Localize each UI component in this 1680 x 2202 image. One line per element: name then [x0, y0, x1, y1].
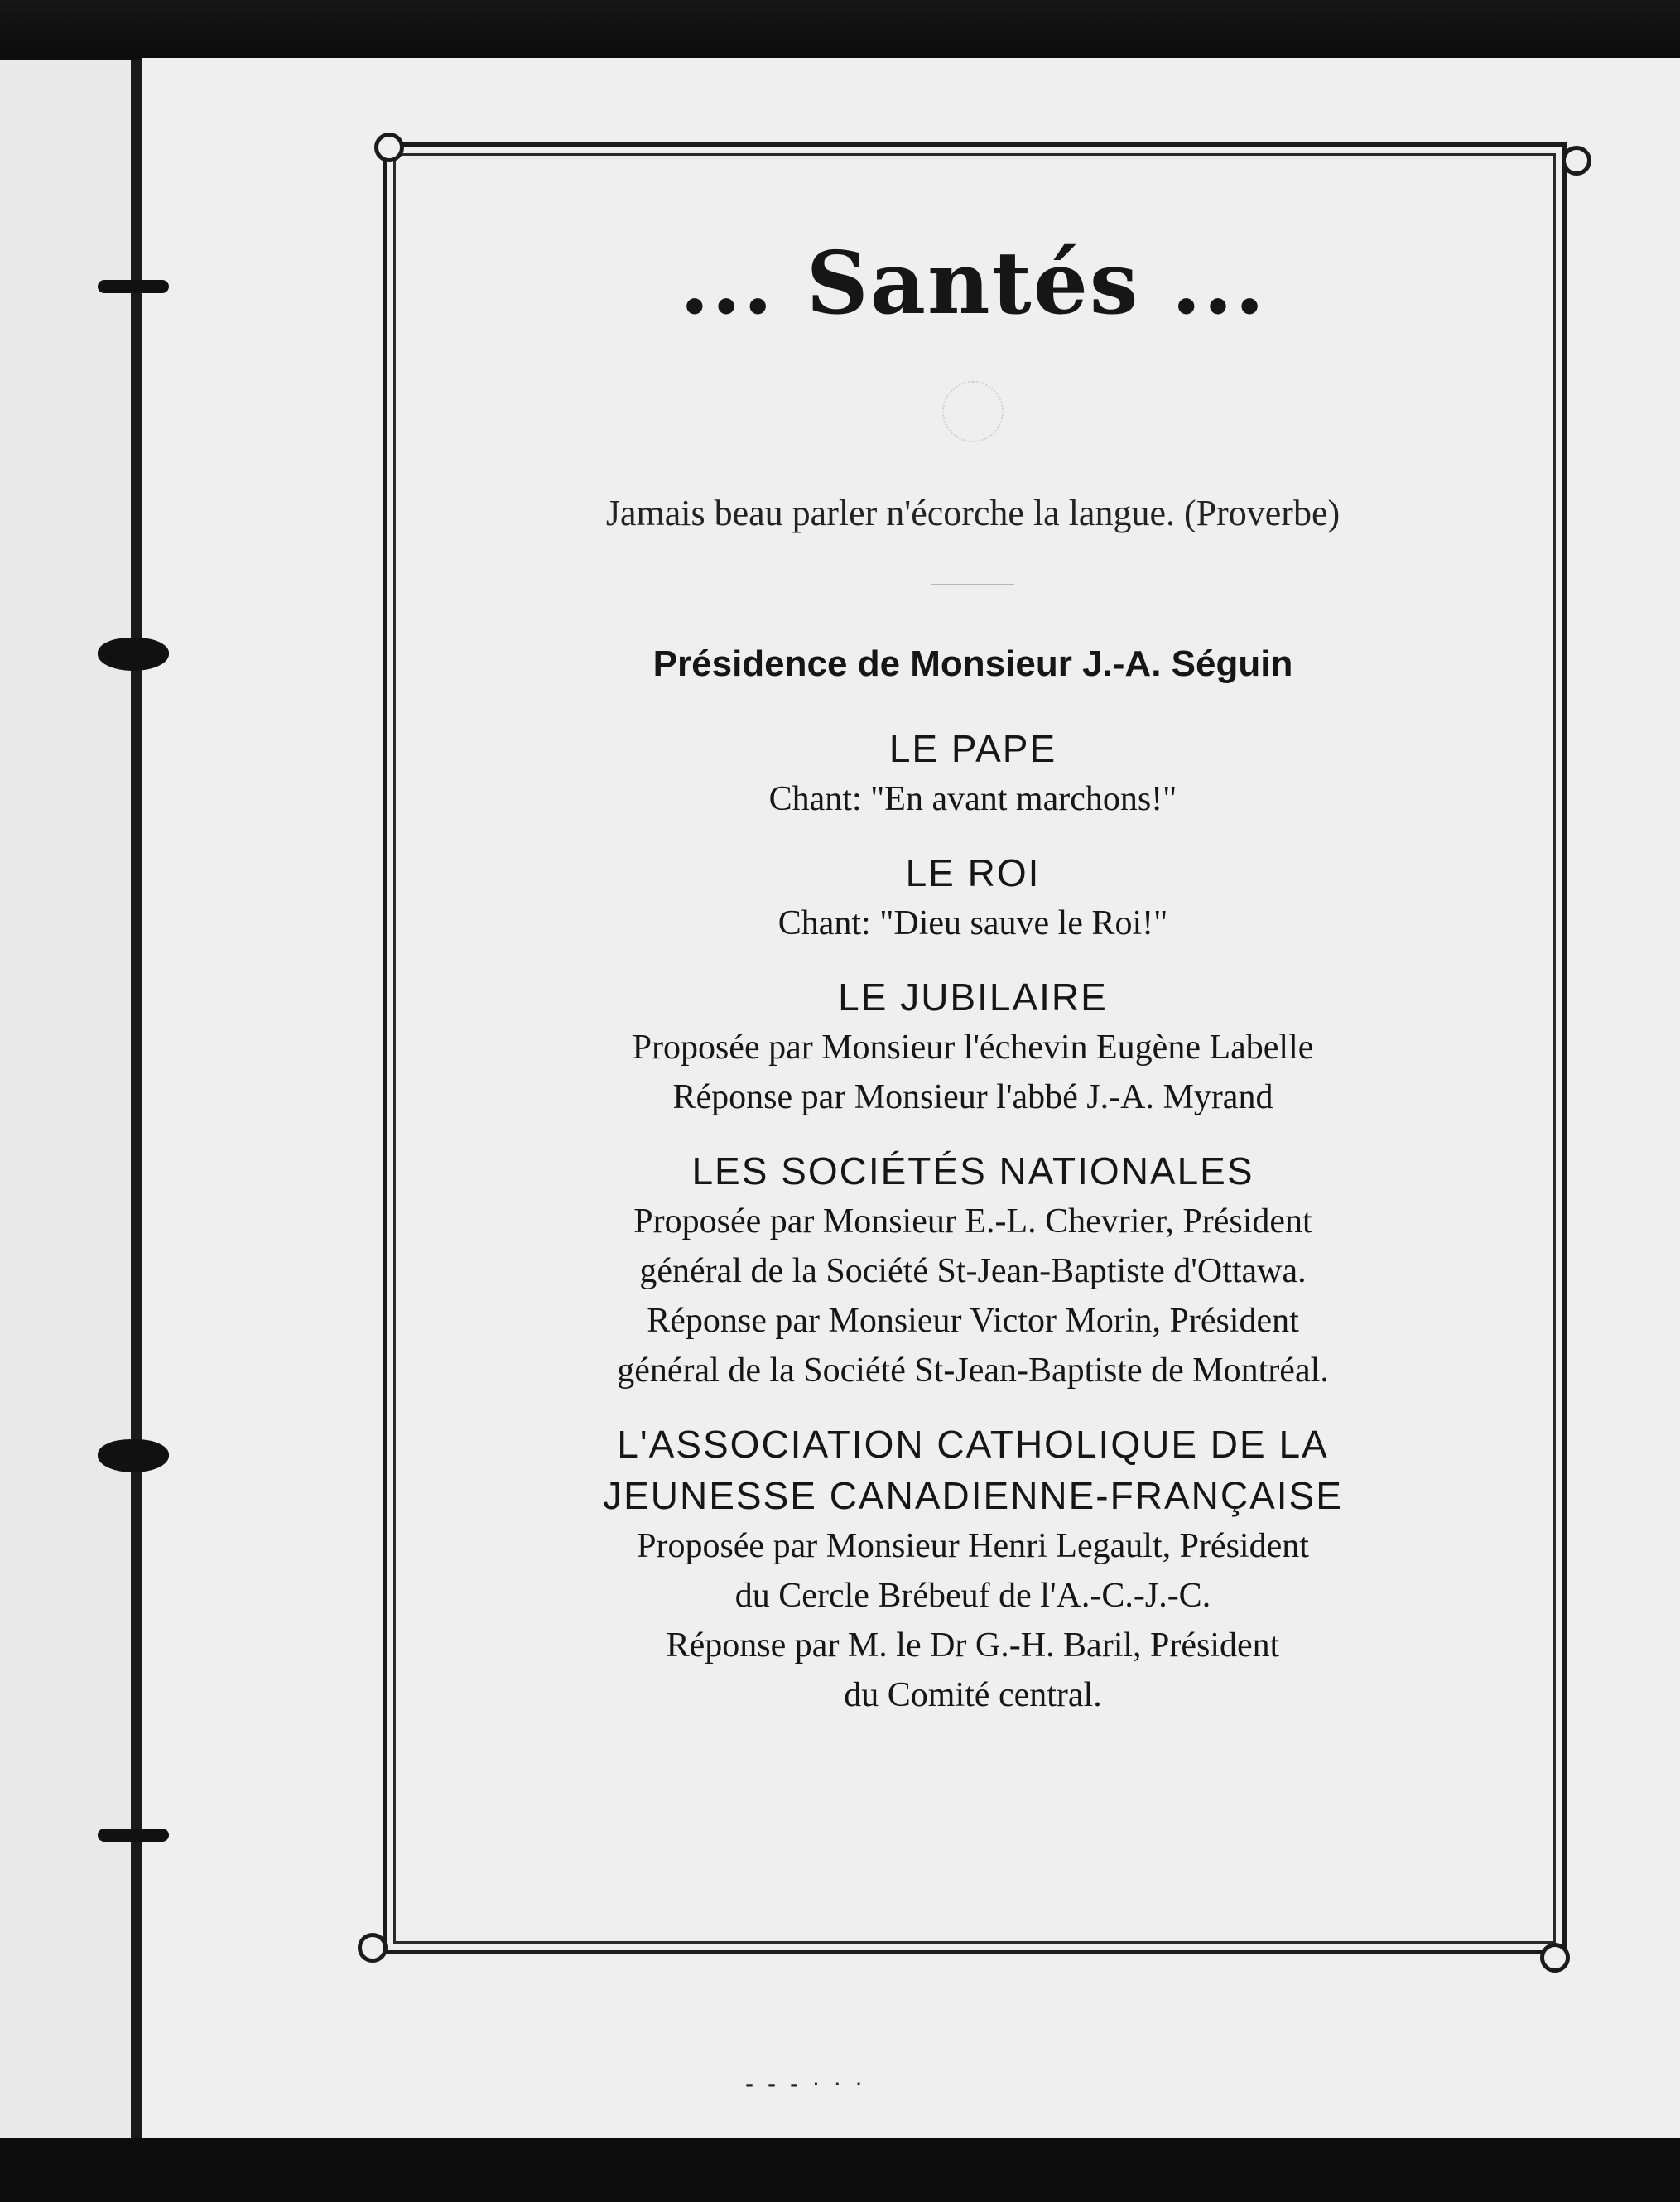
scan-bottom-edge	[0, 2138, 1680, 2202]
toast-line: Chant: "En avant marchons!"	[768, 780, 1177, 818]
binding-stitch	[98, 1439, 169, 1472]
toast-list	[464, 199, 1482, 1720]
footer-marks: - - - · · ·	[745, 2070, 866, 2098]
border-corner-ornament	[1562, 146, 1591, 176]
border-corner-ornament	[358, 1933, 388, 1963]
toast-line: Réponse par M. le Dr G.-H. Baril, Président	[666, 1626, 1280, 1665]
toast-heading: LE JUBILAIRE	[838, 976, 1108, 1019]
toast-line: général de la Société St-Jean-Baptiste d'Ottawa.	[639, 1252, 1307, 1290]
faint-ornament	[942, 381, 1004, 442]
toast-heading-continued: JEUNESSE CANADIENNE-FRANÇAISE	[603, 1474, 1343, 1517]
toast-heading: LE PAPE	[888, 727, 1057, 770]
page-title: ... Santés ...	[679, 232, 1267, 334]
toast-line: du Comité central.	[844, 1676, 1102, 1714]
scan-top-edge	[0, 0, 1680, 58]
border-corner-ornament	[1540, 1943, 1570, 1973]
binding-spine	[131, 60, 142, 2138]
toast-line: Réponse par Monsieur Victor Morin, Président	[647, 1302, 1299, 1340]
toast-line: Proposée par Monsieur l'échevin Eugène Labelle	[632, 1029, 1314, 1067]
toast-section	[464, 1145, 1482, 1395]
toast-line: général de la Société St-Jean-Baptiste de Montréal.	[617, 1352, 1329, 1390]
left-page-edge	[0, 60, 137, 2138]
proverb: Jamais beau parler n'écorche la langue. (Proverbe)	[605, 493, 1341, 533]
toast-line: Proposée par Monsieur Henri Legault, Président	[637, 1527, 1309, 1565]
toast-line: Chant: "Dieu sauve le Roi!"	[777, 904, 1168, 942]
toast-section	[464, 971, 1482, 1122]
toast-line: du Cercle Brébeuf de l'A.-C.-J.-C.	[734, 1577, 1211, 1615]
toast-heading: LE ROI	[905, 851, 1041, 894]
toast-section	[464, 723, 1482, 824]
toast-line: Réponse par Monsieur l'abbé J.-A. Myrand	[672, 1078, 1273, 1116]
toast-heading: LES SOCIÉTÉS NATIONALES	[691, 1149, 1254, 1193]
border-corner-ornament	[374, 133, 404, 162]
toast-line: Proposée par Monsieur E.-L. Chevrier, Président	[633, 1202, 1312, 1241]
presidence: Présidence de Monsieur J.-A. Séguin	[652, 643, 1293, 684]
toast-section	[464, 1419, 1482, 1720]
binding-stitch	[98, 280, 169, 293]
binding-stitch	[98, 1829, 169, 1842]
toast-section	[464, 847, 1482, 948]
binding-stitch	[98, 638, 169, 671]
divider	[931, 584, 1014, 585]
toast-heading: L'ASSOCIATION CATHOLIQUE DE LA	[617, 1423, 1329, 1466]
